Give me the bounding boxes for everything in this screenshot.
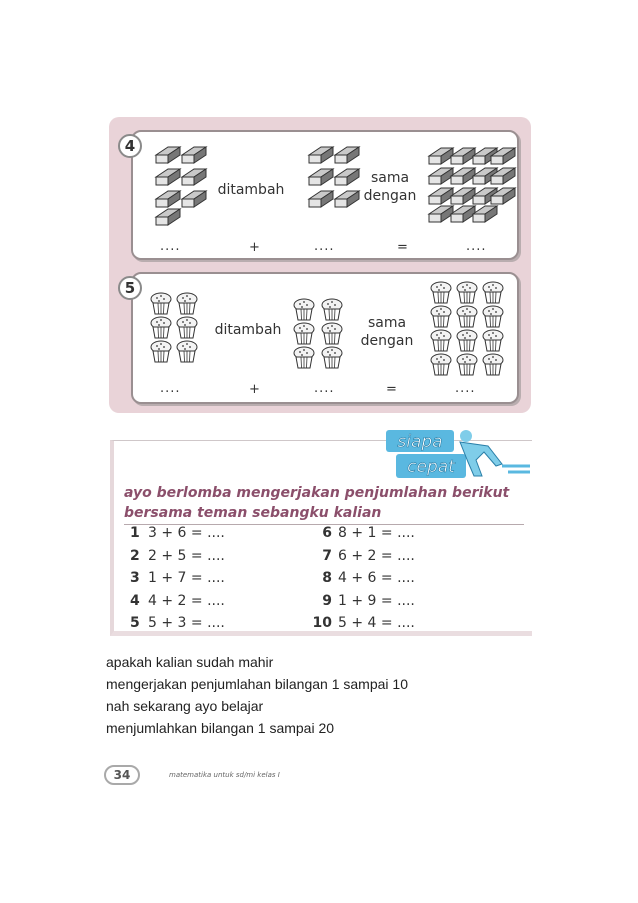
muffin-group-2 [291, 296, 349, 372]
problem-number-4: 4 [118, 134, 142, 158]
exercise-number: 8 [322, 570, 332, 586]
exercise-row [130, 612, 225, 635]
exercise-expression: 4 + 6 = .... [338, 570, 415, 586]
eraser-icon [303, 143, 361, 229]
exercise-row [314, 612, 415, 635]
blank-result: .... [466, 239, 487, 254]
exercise-row [130, 522, 225, 545]
blank-a: .... [160, 239, 181, 254]
eraser-group-3 [427, 146, 517, 226]
exercise-row [314, 590, 415, 613]
exercise-expression: 2 + 5 = .... [148, 547, 225, 564]
exercise-expression: 4 + 2 = .... [148, 592, 225, 609]
word-add-5: ditambah [214, 322, 282, 338]
plus-sign: + [249, 240, 260, 255]
exercise-number: 1 [130, 525, 140, 541]
exercise-row [130, 545, 225, 568]
exercise-row [314, 567, 415, 590]
body-paragraph [106, 651, 408, 739]
plus-sign-5: + [249, 382, 260, 397]
word-equal-5-line1: sama [367, 315, 407, 331]
paragraph-line: mengerjakan penjumlahan bilangan 1 sampai 10 [106, 676, 408, 692]
exercise-list-left [130, 522, 225, 635]
siapa-cepat-banner [384, 424, 534, 488]
exercise-expression: 1 + 7 = .... [148, 570, 225, 586]
blank-b-5: .... [314, 381, 335, 396]
eraser-group-1 [150, 143, 208, 229]
exercise-expression: 5 + 3 = .... [148, 615, 225, 631]
exercise-expression: 8 + 1 = .... [338, 525, 415, 541]
exercise-row [130, 590, 225, 613]
word-equal [358, 169, 422, 205]
exercise-number: 6 [322, 525, 332, 541]
eraser-icon [427, 146, 517, 226]
muffin-icon [428, 279, 512, 377]
blank-a-5: .... [160, 381, 181, 396]
exercise-expression: 3 + 6 = .... [148, 525, 225, 541]
banner-cepat: cepat [407, 457, 455, 477]
paragraph-line: menjumlahkan bilangan 1 sampai 20 [106, 720, 335, 736]
book-title: matematika untuk sd/mi kelas I [169, 771, 280, 779]
problem-number-5: 5 [118, 276, 142, 300]
eraser-icon [150, 143, 208, 229]
word-equal-line1: sama [370, 170, 410, 186]
eraser-group-2 [303, 143, 361, 229]
exercise-expression: 1 + 9 = .... [338, 592, 415, 609]
equals-sign-5: = [386, 382, 397, 397]
exercise-row [130, 567, 225, 590]
exercise-number: 3 [130, 570, 140, 586]
word-add: ditambah [217, 182, 285, 198]
equals-sign: = [397, 240, 408, 255]
word-equal-5 [355, 314, 419, 350]
exercise-number: 4 [130, 592, 140, 609]
exercise-number: 9 [322, 592, 332, 609]
exercise-number: 5 [130, 615, 140, 631]
instruction-line2: bersama teman sebangku kalian [124, 505, 382, 521]
paragraph-line: nah sekarang ayo belajar [106, 698, 264, 714]
banner-siapa: siapa [397, 432, 443, 452]
muffin-icon [148, 290, 204, 366]
runner-logo-icon [384, 424, 534, 484]
blank-result-5: .... [455, 381, 476, 396]
exercise-number: 7 [322, 547, 332, 564]
instruction-line1: ayo berlomba mengerjakan penjumlahan berikut [124, 485, 510, 501]
word-equal-5-line2: dengan [360, 333, 414, 349]
page-number: 34 [104, 765, 140, 785]
exercise-list-right [314, 522, 415, 635]
muffin-group-3 [428, 279, 512, 377]
muffin-icon [291, 296, 349, 372]
exercise-number: 2 [130, 547, 140, 564]
exercise-expression: 6 + 2 = .... [338, 547, 415, 564]
instruction [124, 483, 524, 525]
word-equal-line2: dengan [363, 188, 417, 204]
exercise-number: 10 [312, 615, 332, 631]
exercise-row [314, 545, 415, 568]
paragraph-line: apakah kalian sudah mahir [106, 654, 274, 670]
blank-b: .... [314, 239, 335, 254]
exercise-row [314, 522, 415, 545]
exercise-expression: 5 + 4 = .... [338, 615, 415, 631]
muffin-group-1 [148, 290, 204, 366]
